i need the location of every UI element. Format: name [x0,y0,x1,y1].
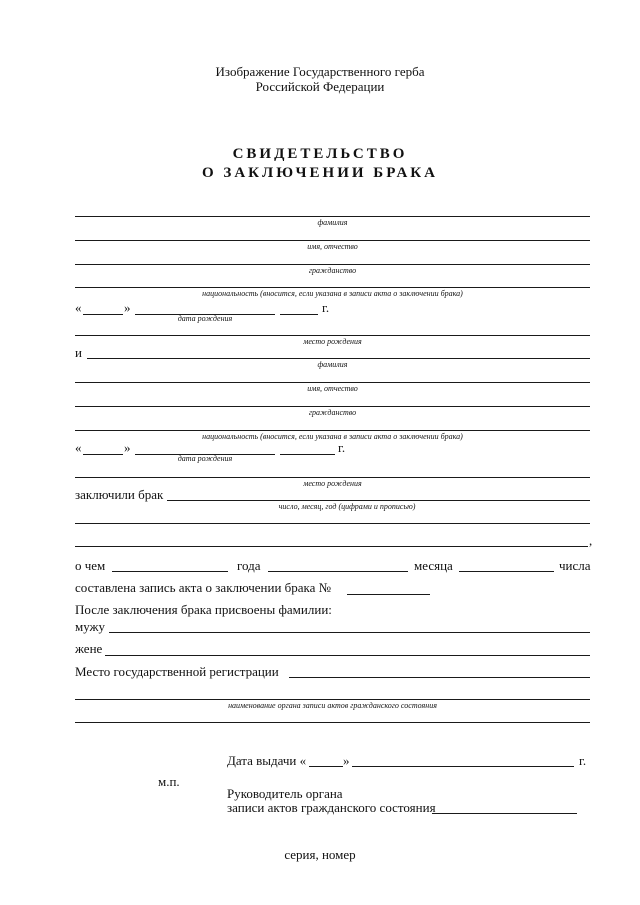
person2-birth-day-field[interactable] [83,454,123,455]
person2-nationality-caption: национальность (вносится, если указана в записи акта о заключении брака) [202,432,463,441]
person1-surname-field[interactable] [75,216,590,217]
person1-surname-caption: фамилия [317,218,348,227]
person2-citizenship-caption: гражданство [308,408,357,417]
head-title-line2: записи актов гражданского состояния [227,800,436,815]
stamp-placeholder: м.п. [158,774,180,789]
person1-birthplace-caption: место рождения [303,337,362,346]
person2-nationality-field[interactable] [75,430,590,431]
coat-of-arms-line2: Российской Федерации [255,79,385,94]
person1-nationality-field[interactable] [75,287,590,288]
head-signature-field[interactable] [432,813,577,814]
marriage-date-field[interactable] [167,500,590,501]
registration-place-field-line3[interactable] [75,722,590,723]
registration-place-field-line2[interactable] [75,699,590,700]
marriage-date-field-line2[interactable] [75,523,590,524]
registration-caption: наименование органа записи актов гражданского состояния [228,701,437,710]
record-number-field[interactable] [347,594,430,595]
issue-date-label: Дата выдачи « [227,753,307,768]
registration-place-label: Место государственной регистрации [75,664,279,679]
head-title-line1: Руководитель органа [227,786,343,801]
person1-birthplace-field[interactable] [75,335,590,336]
registration-place-field[interactable] [289,677,590,678]
person1-date-quote-close: » [124,300,131,315]
person2-surname-caption: фамилия [317,360,348,369]
document-title-line1: СВИДЕТЕЛЬСТВО [232,146,408,162]
issue-day-field[interactable] [309,766,343,767]
person1-name-caption: имя, отчество [307,242,358,251]
husband-surname-field[interactable] [109,632,590,633]
person1-citizenship-field[interactable] [75,264,590,265]
person1-birth-year-field[interactable] [280,314,318,315]
person2-date-quote-open: « [75,440,82,455]
marriage-date-field-line3[interactable] [75,546,588,547]
issue-quote-close: » [343,753,350,768]
day-label: числа [559,558,591,573]
document-title-line2: О ЗАКЛЮЧЕНИИ БРАКА [201,165,438,181]
person2-birthdate-caption: дата рождения [177,454,233,463]
about-which-label: о чем [75,558,106,573]
person2-birthplace-field[interactable] [75,477,590,478]
coat-of-arms-line1: Изображение Государственного герба [215,64,425,79]
issue-year-suffix: г. [579,753,587,768]
issue-month-year-field[interactable] [352,766,574,767]
husband-label: мужу [75,619,106,634]
person1-nationality-caption: национальность (вносится, если указана в записи акта о заключении брака) [202,289,463,298]
person1-date-quote-open: « [75,300,82,315]
surnames-heading: После заключения брака присвоены фамилии: [75,602,332,617]
series-number: серия, номер [284,847,356,862]
married-label: заключили брак [75,487,164,502]
person2-birthplace-caption: место рождения [303,479,362,488]
record-year-field[interactable] [112,571,228,572]
coat-of-arms-placeholder [0,64,640,94]
person2-date-quote-close: » [124,440,131,455]
marriage-date-comma: , [589,533,593,548]
person1-name-field[interactable] [75,240,590,241]
month-label: месяца [414,558,453,573]
marriage-date-caption: число, месяц, год (цифрами и прописью) [278,502,416,511]
record-day-field[interactable] [459,571,554,572]
year-label: года [237,558,261,573]
person2-citizenship-field[interactable] [75,406,590,407]
person1-year-suffix: г. [322,300,330,315]
person2-surname-field[interactable] [87,358,590,359]
person1-birth-day-field[interactable] [83,314,123,315]
person2-birth-year-field[interactable] [280,454,335,455]
person1-citizenship-caption: гражданство [308,266,357,275]
person2-year-suffix: г. [338,440,346,455]
wife-surname-field[interactable] [105,655,590,656]
conjunction-and: и [75,345,82,360]
record-month-field[interactable] [268,571,408,572]
person2-name-caption: имя, отчество [307,384,358,393]
person1-birthdate-caption: дата рождения [177,314,233,323]
record-number-label: составлена запись акта о заключении брака № [75,580,332,595]
wife-label: жене [75,641,103,656]
person2-name-field[interactable] [75,382,590,383]
